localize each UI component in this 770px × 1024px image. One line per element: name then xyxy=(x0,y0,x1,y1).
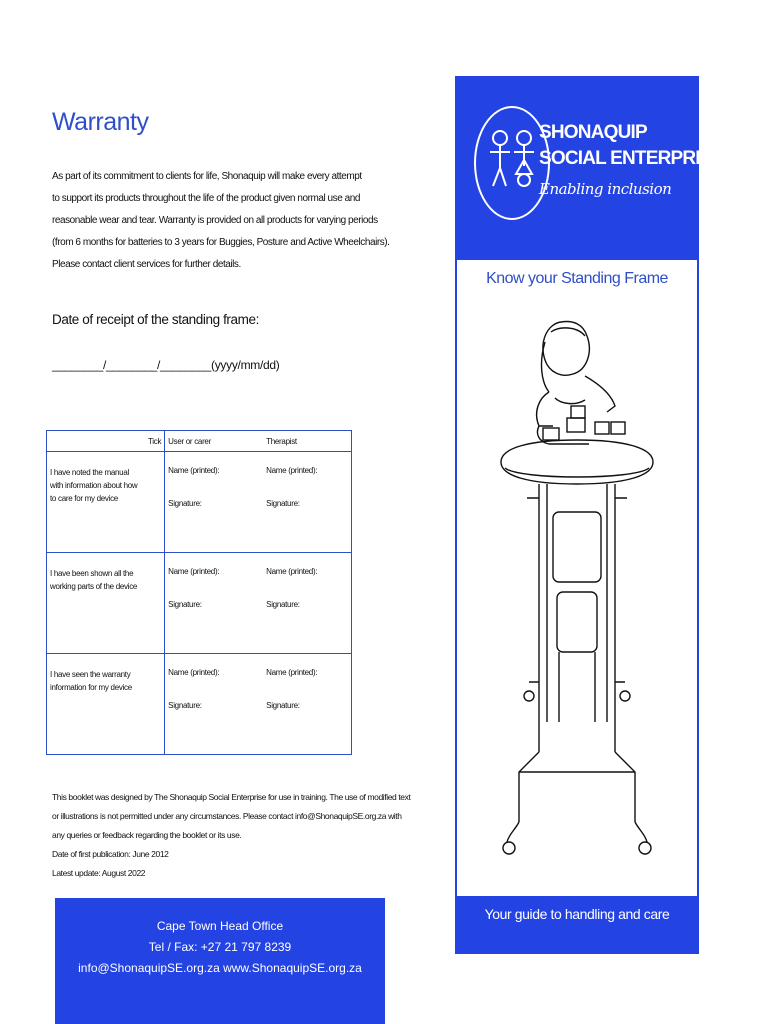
date-receipt-label: Date of receipt of the standing frame: xyxy=(52,312,259,327)
therapist-signature-field[interactable]: Signature: xyxy=(266,701,300,710)
table-row xyxy=(47,452,352,553)
booklet-footnote: This booklet was designed by The Shonaquip Social Enterprise for use in training. The use of modified text or illustrations is not permitted under any circumstances. Please contact info@ShonaquipSE.org.za with any queries or feedback regarding the booklet or its use. Date of first publication: June 2012 Latest update: August 2022 xyxy=(52,792,411,878)
therapist-name-field[interactable]: Name (printed): xyxy=(266,466,318,475)
user-name-field[interactable]: Name (printed): xyxy=(168,567,220,576)
user-signature-field[interactable]: Signature: xyxy=(168,499,202,508)
warranty-paragraph: As part of its commitment to clients for life, Shonaquip will make every attempt to support its products throughout the life of the product given normal use and reasonable wear and tear. Warranty is provided on all products for varying periods (from 6 months for batteries to 3 years for Buggies, Posture and Active Wheelchairs). Please contact client services for further details. xyxy=(52,171,390,270)
row-label: I have noted the manual with information about how to care for my device xyxy=(50,468,138,503)
user-signature-field[interactable]: Signature: xyxy=(168,600,202,609)
table-header-tick: Tick xyxy=(145,431,165,452)
date-entry-line[interactable]: ________/________/________(yyyy/mm/dd) xyxy=(52,358,280,372)
brand-name-line1: SHONAQUIP xyxy=(539,122,647,143)
row-label: I have been shown all the working parts of the device xyxy=(50,569,138,591)
office-title: Cape Town Head Office xyxy=(156,919,284,933)
user-signature-field[interactable]: Signature: xyxy=(168,701,202,710)
table-header-therapist: Therapist xyxy=(263,431,351,452)
tick-box[interactable] xyxy=(145,553,165,654)
user-name-field[interactable]: Name (printed): xyxy=(168,668,220,677)
user-name-field[interactable]: Name (printed): xyxy=(168,466,220,475)
tick-box[interactable] xyxy=(145,654,165,755)
warranty-title: Warranty xyxy=(52,108,149,136)
cover-page xyxy=(455,76,724,954)
therapist-signature-field[interactable]: Signature: xyxy=(266,600,300,609)
head-office-box xyxy=(55,898,385,1024)
table-header-user: User or carer xyxy=(165,431,264,452)
brand-tagline: Enabling inclusion xyxy=(539,180,672,198)
therapist-name-field[interactable]: Name (printed): xyxy=(266,567,318,576)
acknowledgement-table xyxy=(46,430,352,755)
table-row xyxy=(47,553,352,654)
table-header-blank xyxy=(47,431,146,452)
brand-name-line2: SOCIAL ENTERPRISE xyxy=(539,148,724,169)
office-contact: info@ShonaquipSE.org.za www.ShonaquipSE.org.za xyxy=(78,961,362,975)
tick-box[interactable] xyxy=(145,452,165,553)
row-label: I have seen the warranty information for my device xyxy=(50,670,132,692)
cover-subheading: Your guide to handling and care xyxy=(484,906,670,922)
table-row xyxy=(47,654,352,755)
therapist-signature-field[interactable]: Signature: xyxy=(266,499,300,508)
cover-header xyxy=(455,76,724,260)
cover-footer xyxy=(455,896,699,954)
therapist-name-field[interactable]: Name (printed): xyxy=(266,668,318,677)
cover-heading: Know your Standing Frame xyxy=(486,270,668,287)
child-in-standing-frame-illustration xyxy=(499,302,655,867)
office-phone: Tel / Fax: +27 21 797 8239 xyxy=(148,940,292,954)
